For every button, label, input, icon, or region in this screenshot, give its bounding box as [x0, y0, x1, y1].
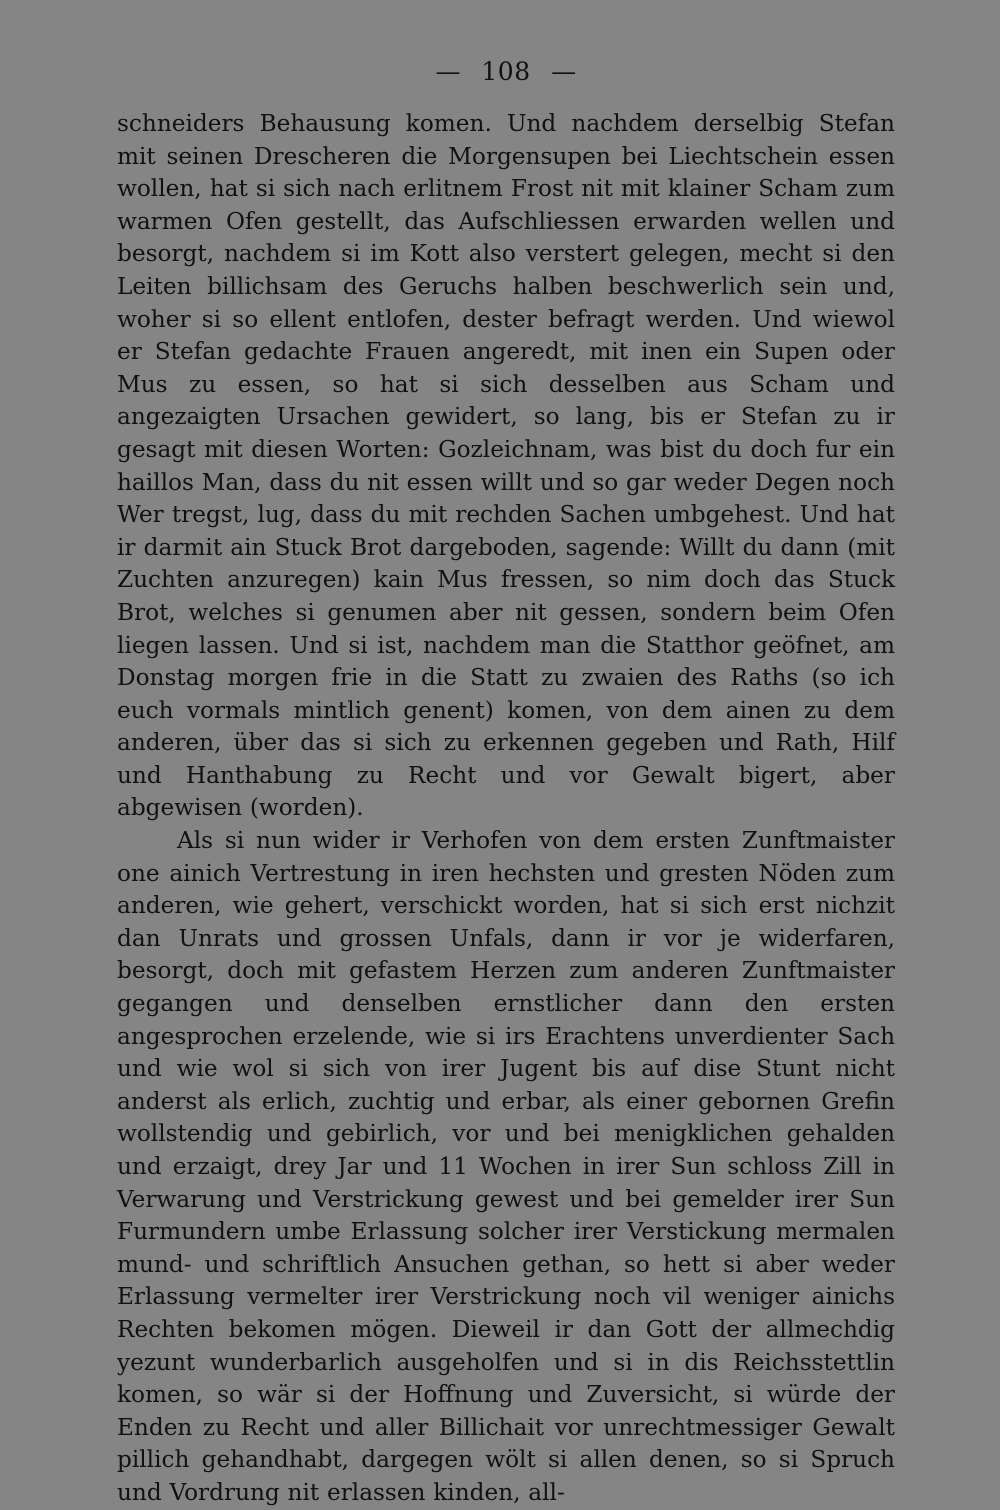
paragraph-1: schneiders Behausung komen. Und nachdem derselbig Stefan mit seinen Drescheren die Morgensupen bei Liechtschein essen wollen, hat si sich nach erlitnem Frost nit mit klainer Scham zum warmen Ofen gestellt, das Aufschliessen erwarden wellen und besorgt, nachdem si im Kott also verstert gelegen, mecht si den Leiten billichsam des Geruchs halben beschwerlich sein und, woher si so ellent entlofen, dester befragt werden. Und wiewol er Stefan gedachte Frauen angeredt, mit inen ein Supen oder Mus zu essen, so hat si sich desselben aus Scham und angezaigten Ursachen gewidert, so lang, bis er Stefan zu ir gesagt mit diesen Worten: Gozleichnam, was bist du doch fur ein haillos Man, dass du nit essen willt und so gar weder Degen noch Wer tregst, lug, dass du mit rechden Sachen umbgehest. Und hat ir darmit ain Stuck Brot dargeboden, sagende: Willt du dann (mit Zuchten anzuregen) kain Mus fressen, so nim doch das Stuck Brot, welches si genumen aber nit gessen, sondern beim Ofen liegen lassen. Und si ist, nachdem man die Statthor geöfnet, am Donstag morgen frie in die Statt zu zwaien des Raths (so ich euch vormals mintlich genent) komen, von dem ainen zu dem anderen, über das si sich zu erkennen gegeben und Rath, Hilf und Hanthabung zu Recht und vor Gewalt bigert, aber abgewisen (worden). — [117, 110, 895, 822]
header-dash-right: — — [551, 57, 577, 86]
book-page — [117, 55, 895, 1506]
header-dash-left: — — [435, 57, 461, 86]
page-header — [117, 55, 895, 89]
paragraph-2: Als si nun wider ir Verhofen von dem ersten Zunftmaister one ainich Vertrestung in iren hechsten und gresten Nöden zum anderen, wie gehert, verschickt worden, hat si sich erst nichzit dan Unrats und grossen Unfals, dann ir vor je widerfaren, besorgt, doch mit gefastem Herzen zum anderen Zunftmaister gegangen und denselben ernstlicher dann den ersten angesprochen erzelende, wie si irs Erachtens unverdienter Sach und wie wol si sich von irer Jugent bis auf dise Stunt nicht anderst als erlich, zuchtig und erbar, als einer gebornen Grefin wollstendig und gebirlich, vor und bei menigklichen gehalden und erzaigt, drey Jar und 11 Wochen in irer Sun schloss Zill in Verwarung und Verstrickung gewest und bei gemelder irer Sun Furmundern umbe Erlassung solcher irer Verstickung mermalen mund- und schriftlich Ansuchen gethan, so hett si aber weder Erlassung vermelter irer Verstrickung noch vil weniger ainichs Rechten bekomen mögen. Dieweil ir dan Gott der allmechdig yezunt wunderbarlich ausgeholfen und si in dis Reichsstettlin komen, so wär si der Hoffnung und Zuversicht, si würde der Enden zu Recht und aller Billichait vor unrechtmessiger Gewalt pillich gehandhabt, dargegen wölt si allen denen, so si Spruch und Vordrung nit erlassen kinden, all- — [117, 827, 895, 1506]
body-text — [117, 108, 895, 1510]
page-number: 108 — [481, 57, 531, 86]
